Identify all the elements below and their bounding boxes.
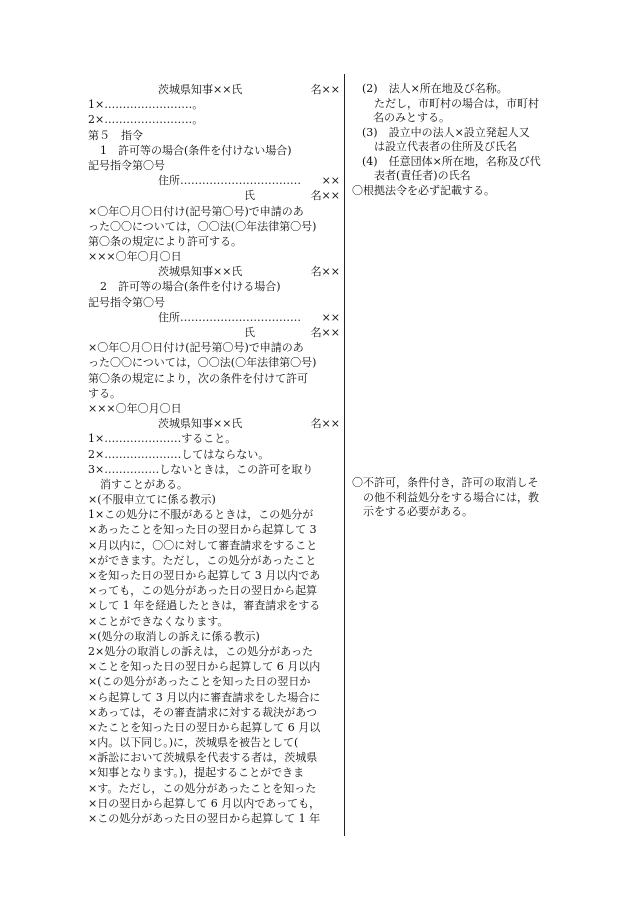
- text-line: する。: [88, 386, 121, 400]
- line-right-part: 名××: [310, 265, 340, 279]
- text-line: った〇〇については，〇〇法(〇年法律第〇号): [88, 356, 317, 370]
- line-right-part: 名××: [310, 83, 340, 96]
- text-line: [88, 188, 340, 203]
- text-line: 第〇条の規定により許可する。: [88, 234, 242, 248]
- text-line: [88, 264, 340, 279]
- text-line: (3) 設立中の法人×設立発起人又: [362, 125, 530, 139]
- text-line: ×知事となります。)，提起することができま: [88, 766, 305, 780]
- text-line: ×訴訟において茨城県を代表する者は，茨城県: [88, 751, 318, 765]
- line-right-part: ××: [321, 174, 340, 188]
- line-right-part: 名××: [310, 326, 340, 339]
- text-line: 第５ 指令: [88, 128, 143, 142]
- text-line: ×〇年〇月〇日付け(記号第〇号)で申請のあ: [88, 341, 304, 355]
- text-line: ×っても，この処分があった日の翌日から起算: [88, 584, 318, 598]
- main-column: [88, 82, 340, 826]
- text-line: ×す。ただし，この処分があったことを知った: [88, 781, 317, 795]
- text-line: ×して 1 年を経過したときは，審査請求をする: [88, 599, 321, 613]
- text-line: 1×……………………。: [88, 98, 204, 112]
- text-line: 2×処分の取消しの訴えは，この処分があった: [88, 644, 314, 658]
- text-line: 1×…………………すること。: [88, 432, 237, 446]
- text-line: ×ことを知った日の翌日から起算して 6 月以内: [88, 660, 321, 674]
- text-line: ×たことを知った日の翌日から起算して 6 月以: [88, 720, 321, 734]
- text-line: ×内。以下同じ。)に，茨城県を被告として(: [88, 736, 299, 750]
- text-line: 〇不許可，条件付き，許可の取消しそ: [352, 476, 539, 489]
- text-line: 示をする必要がある。: [352, 505, 473, 518]
- text-line: った〇〇については，〇〇法(〇年法律第〇号): [88, 219, 317, 233]
- text-line: 1×この処分に不服があるときは，この処分が: [88, 508, 314, 522]
- text-line: [88, 173, 340, 188]
- text-line: 名のみとする。: [362, 111, 450, 124]
- notes-column: [352, 82, 588, 520]
- text-line: 3×……………しないときは，この許可を取り: [88, 462, 314, 476]
- text-line: ×ができます。ただし，この処分があったこと: [88, 553, 317, 567]
- line-left-part: 茨城県知事××氏: [158, 265, 243, 279]
- line-left-part: 氏: [244, 326, 255, 339]
- text-line: ×ことができなくなります。: [88, 614, 229, 628]
- notes-top: [352, 82, 588, 198]
- text-line: 1 許可等の場合(条件を付けない場合): [100, 143, 292, 157]
- text-line: ×この処分があった日の翌日から起算して 1 年: [88, 812, 321, 825]
- text-line: 2×…………………してはならない。: [88, 447, 270, 461]
- text-line: ×〇年〇月〇日付け(記号第〇号)で申請のあ: [88, 204, 304, 218]
- line-right-part: 名××: [310, 417, 340, 431]
- text-line: (2) 法人×所在地及び名称。: [362, 82, 508, 95]
- text-line: ×あったことを知った日の翌日から起算して 3: [88, 523, 317, 537]
- text-line: ×(処分の取消しの訴えに係る教示): [88, 629, 260, 643]
- text-line: ×あっては，その審査請求に対する裁決があつ: [88, 705, 318, 719]
- text-line: 第〇条の規定により，次の条件を付けて許可: [88, 371, 308, 385]
- text-line: ×ら起算して 3 月以内に審査請求をした場合に: [88, 690, 321, 704]
- notes-gap: [352, 198, 588, 476]
- text-line: [88, 82, 340, 97]
- text-line: ただし，市町村の場合は，市町村: [374, 96, 539, 110]
- notes-bottom: [352, 476, 588, 520]
- line-left-part: 住所……………………………: [158, 174, 301, 188]
- line-right-part: 名××: [310, 189, 340, 203]
- text-line: は設立代表者の住所及び氏名: [374, 140, 517, 153]
- text-line: (4) 任意団体×所在地，名称及び代: [362, 154, 541, 168]
- column-divider: [344, 74, 345, 836]
- text-line: ×日の翌日から起算して 6 月以内であっても，: [88, 796, 321, 810]
- text-line: の他不利益処分をする場合には，教: [352, 490, 539, 504]
- text-line: 2×……………………。: [88, 113, 204, 127]
- text-line: ×××〇年〇月〇日: [88, 401, 182, 415]
- text-line: ×を知った日の翌日から起算して 3 月以内であ: [88, 569, 321, 582]
- text-line: ×(この処分があったことを知った日の翌日か: [88, 675, 311, 689]
- line-right-part: ××: [321, 310, 340, 324]
- line-left-part: 茨城県知事××氏: [158, 83, 243, 96]
- text-line: ×(不服申立てに係る教示): [88, 493, 216, 507]
- text-line: 記号指令第〇号: [88, 295, 165, 309]
- text-line: [88, 416, 340, 431]
- text-line: [88, 310, 340, 325]
- text-line: 消すことがある。: [100, 477, 188, 491]
- text-line: 〇根拠法令を必ず記載する。: [352, 183, 495, 197]
- text-line: [88, 325, 340, 340]
- text-line: ×××〇年〇月〇日: [88, 250, 182, 264]
- line-left-part: 住所……………………………: [158, 310, 301, 324]
- text-line: 2 許可等の場合(条件を付ける場合): [100, 280, 281, 294]
- text-line: 記号指令第〇号: [88, 158, 165, 172]
- line-left-part: 茨城県知事××氏: [158, 417, 243, 431]
- text-line: ×月以内に，〇〇に対して審査請求をすること: [88, 538, 318, 552]
- text-line: 表者(責任者)の氏名: [374, 169, 471, 182]
- line-left-part: 氏: [244, 189, 255, 203]
